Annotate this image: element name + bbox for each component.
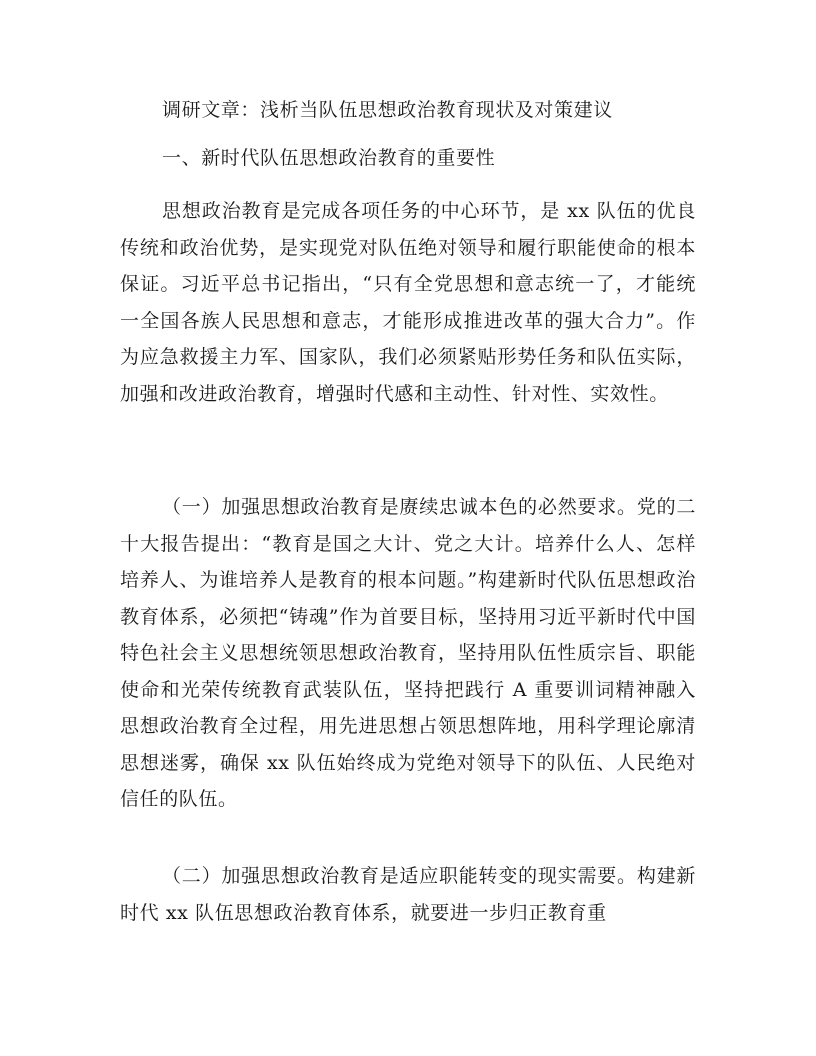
paragraph-1: 思想政治教育是完成各项任务的中心环节，是 xx 队伍的优良传统和政治优势，是实现党对队伍绝对领导和履行职能使命的根本保证。习近平总书记指出，“只有全党思想和意志统一了，才能统一全国各族人民思想和意志，才能形成推进改革的强大合力”。作为应急救援主力军、国家队，我们必须紧贴形势任务和队伍实际，加强和改进政治教育，增强时代感和主动性、针对性、实效性。 (120, 200, 696, 405)
paragraph-2: （一）加强思想政治教育是赓续忠诚本色的必然要求。党的二十大报告提出：“教育是国之大计、党之大计。培养什么人、怎样培养人、为谁培养人是教育的根本问题。”构建新时代队伍思想政治教育体系，必须把“铸魂”作为首要目标，坚持用习近平新时代中国特色社会主义思想统领思想政治教育，坚持用队伍性质宗旨、职能使命和光荣传统教育武装队伍，坚持把践行 A 重要训词精神融入思想政治教育全过程，用先进思想占领思想阵地，用科学理论廓清思想迷雾，确保 xx 队伍始终成为党绝对领导下的队伍、人民绝对信任的队伍。 (120, 496, 696, 810)
paragraph-3: （二）加强思想政治教育是适应职能转变的现实需要。构建新时代 xx 队伍思想政治教育体系，就要进一步归正教育重 (120, 865, 696, 924)
document-title: 调研文章：浅析当队伍思想政治教育现状及对策建议 (162, 99, 613, 121)
section-heading: 一、新时代队伍思想政治教育的重要性 (162, 147, 496, 169)
